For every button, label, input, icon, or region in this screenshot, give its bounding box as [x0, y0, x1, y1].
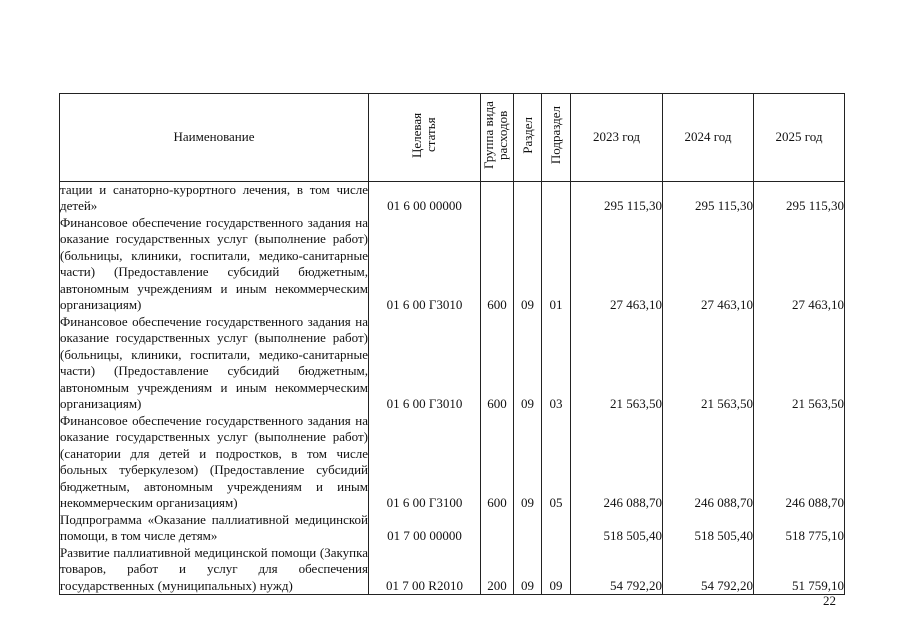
row-2025: 51 759,10: [754, 545, 845, 595]
row-section: 09: [514, 545, 542, 595]
row-target-article: 01 6 00 Г3010: [369, 314, 481, 413]
row-section: [514, 181, 542, 215]
row-2024: 27 463,10: [663, 215, 754, 314]
page-number: 22: [823, 593, 836, 608]
header-subsection: Подраздел: [542, 94, 571, 182]
row-2025: 518 775,10: [754, 512, 845, 545]
row-2025: 27 463,10: [754, 215, 845, 314]
row-2023: 518 505,40: [571, 512, 663, 545]
table-row: [60, 413, 845, 512]
row-2025: 295 115,30: [754, 181, 845, 215]
table-row: [60, 512, 845, 545]
row-2024: 54 792,20: [663, 545, 754, 595]
budget-table: [59, 93, 845, 595]
table-row: [60, 215, 845, 314]
row-2023: 54 792,20: [571, 545, 663, 595]
row-2023: 246 088,70: [571, 413, 663, 512]
row-expense-group: [481, 181, 514, 215]
table-row: [60, 314, 845, 413]
row-section: 09: [514, 215, 542, 314]
row-name: Финансовое обеспечение государственного задания на оказание государственных услуг (выполнение работ) (санатории для детей и подростков, в том числе больных туберкулезом) (Предоставление субсидий бюджетным, автономным учреждениям и иным некоммерческим организациям): [60, 412, 368, 510]
row-2025: 246 088,70: [754, 413, 845, 512]
header-2025: 2025 год: [754, 94, 845, 182]
header-target-article: Целевая статья: [369, 94, 481, 182]
row-section: 09: [514, 314, 542, 413]
row-section: 09: [514, 413, 542, 512]
row-2023: 27 463,10: [571, 215, 663, 314]
row-name: тации и санаторно-курортного лечения, в том числе детей»: [60, 181, 368, 213]
header-name: Наименование: [60, 94, 369, 182]
row-subsection: [542, 181, 571, 215]
row-2024: 518 505,40: [663, 512, 754, 545]
row-2023: 21 563,50: [571, 314, 663, 413]
header-expense-group: Группа вида расходов: [481, 94, 514, 182]
table-row: [60, 545, 845, 595]
header-section: Раздел: [514, 94, 542, 182]
row-2023: 295 115,30: [571, 181, 663, 215]
row-name: Финансовое обеспечение государственного задания на оказание государственных услуг (выполнение работ) (больницы, клиники, госпитали, медико-санитарные части) (Предоставление субсидий бюджетным, автономным учреждениям и иным некоммерческим организациям): [60, 214, 368, 312]
row-2024: 246 088,70: [663, 413, 754, 512]
row-section: [514, 512, 542, 545]
header-2024: 2024 год: [663, 94, 754, 182]
row-expense-group: 600: [481, 215, 514, 314]
row-target-article: 01 6 00 Г3100: [369, 413, 481, 512]
row-subsection: 01: [542, 215, 571, 314]
row-subsection: 05: [542, 413, 571, 512]
row-target-article: 01 6 00 00000: [369, 181, 481, 215]
table-row: [60, 181, 845, 215]
row-subsection: [542, 512, 571, 545]
row-target-article: 01 6 00 Г3010: [369, 215, 481, 314]
row-expense-group: 200: [481, 545, 514, 595]
row-name: Развитие паллиативной медицинской помощи (Закупка товаров, работ и услуг для обеспечения государственных (муниципальных) нужд): [60, 544, 368, 593]
row-name: Финансовое обеспечение государственного задания на оказание государственных услуг (выполнение работ) (больницы, клиники, госпитали, медико-санитарные части) (Предоставление субсидий бюджетным, автономным учреждениям и иным некоммерческим организациям): [60, 313, 368, 411]
row-2024: 295 115,30: [663, 181, 754, 215]
row-target-article: 01 7 00 00000: [369, 512, 481, 545]
row-expense-group: 600: [481, 413, 514, 512]
row-name: Подпрограмма «Оказание паллиативной медицинской помощи, в том числе детям»: [60, 511, 368, 543]
row-2025: 21 563,50: [754, 314, 845, 413]
header-row: [60, 94, 845, 182]
row-subsection: 03: [542, 314, 571, 413]
row-expense-group: [481, 512, 514, 545]
row-subsection: 09: [542, 545, 571, 595]
row-expense-group: 600: [481, 314, 514, 413]
header-2023: 2023 год: [571, 94, 663, 182]
row-2024: 21 563,50: [663, 314, 754, 413]
row-target-article: 01 7 00 R2010: [369, 545, 481, 595]
